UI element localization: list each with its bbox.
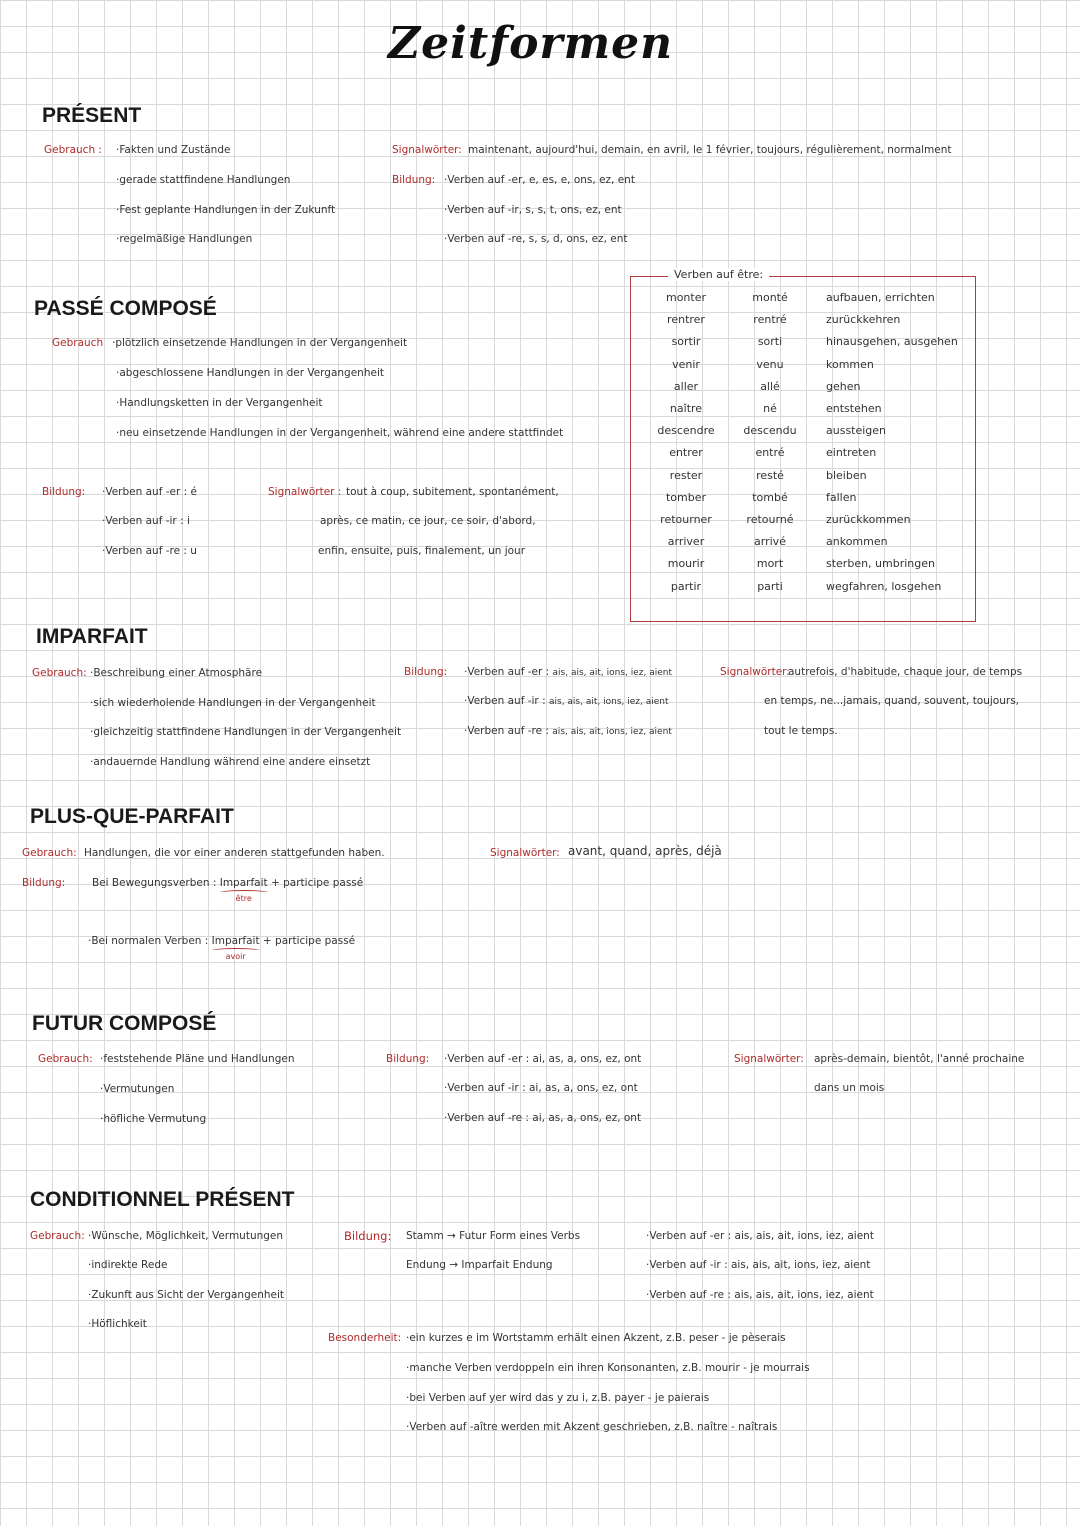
imp-bildung-item: ·Verben auf -ir : ais, ais, ait, ions, iez, aient [464, 695, 669, 707]
fc-signal: dans un mois [814, 1082, 885, 1094]
etre-infinitive: naître [669, 402, 703, 415]
imp-gebrauch-item: ·Beschreibung einer Atmosphäre [90, 667, 263, 679]
pc-bildung-item: ·Verben auf -re : u [102, 545, 197, 557]
cond-gebrauch-item: ·indirekte Rede [88, 1259, 168, 1271]
etre-infinitive: venir [672, 357, 700, 371]
fc-gebrauch-item: ·Vermutungen [100, 1083, 175, 1095]
etre-translation: zurückkehren [826, 313, 901, 327]
pqp-heading: PLUS-QUE-PARFAIT [30, 805, 234, 828]
etre-infinitive: rentrer [667, 313, 705, 327]
etre-infinitive: tomber [665, 490, 707, 504]
fc-bildung-item: ·Verben auf -ir : ai, as, a, ons, ez, ont [444, 1082, 638, 1094]
etre-participle: entré [755, 446, 785, 460]
pc-gebrauch-item: ·abgeschlossene Handlungen in der Vergangenheit [116, 367, 384, 379]
etre-participle: resté [756, 468, 784, 482]
present-heading: PRÉSENT [42, 104, 142, 127]
etre-infinitive: sortir [671, 335, 701, 349]
etre-infinitive: arriver [667, 535, 705, 549]
etre-participle: parti [757, 579, 783, 593]
etre-translation: wegfahren, losgehen [826, 579, 942, 593]
etre-participle: descendu [743, 424, 797, 438]
etre-translation: aussteigen [826, 424, 887, 438]
pc-gebrauch-item: ·plötzlich einsetzende Handlungen in der Vergangenheit [112, 337, 408, 349]
present-bildung-item: ·Verben auf -ir, s, s, t, ons, ez, ent [444, 204, 622, 216]
etre-infinitive: monter [665, 291, 707, 304]
etre-translation: aufbauen, errichten [826, 291, 935, 304]
present-bildung-label: Bildung: [392, 174, 436, 186]
pqp-bewegung: Bei Bewegungsverben : Imparfait être + participe passé [92, 877, 364, 903]
present-gebrauch-label: Gebrauch : [44, 144, 102, 156]
imp-gebrauch-item: ·sich wiederholende Handlungen in der Vergangenheit [90, 697, 376, 709]
etre-participle: tombé [752, 490, 788, 504]
etre-translation: fallen [826, 490, 857, 504]
etre-box-title: Verben auf être: [668, 268, 769, 281]
fc-gebrauch-item: ·höfliche Vermutung [100, 1113, 207, 1125]
cond-besonderheit-item: ·bei Verben auf yer wird das y zu i, z.B. payer - je paierais [406, 1392, 710, 1404]
imparfait-heading: IMPARFAIT [36, 625, 148, 648]
cond-gebrauch-label: Gebrauch: [30, 1230, 85, 1242]
fc-gebrauch-item: ·feststehende Pläne und Handlungen [100, 1053, 295, 1065]
etre-participle: monté [752, 291, 788, 304]
imp-gebrauch-item: ·andauernde Handlung während eine andere einsetzt [90, 756, 371, 768]
futur-heading: FUTUR COMPOSÉ [32, 1012, 217, 1035]
cond-besonderheit-item: ·Verben auf -aître werden mit Akzent geschrieben, z.B. naître - naîtrais [406, 1421, 778, 1433]
etre-infinitive: partir [670, 579, 702, 593]
passe-compose-heading: PASSÉ COMPOSÉ [34, 297, 217, 320]
present-bildung-item: ·Verben auf -re, s, s, d, ons, ez, ent [444, 233, 628, 245]
pc-signal: enfin, ensuite, puis, finalement, un jour [318, 545, 526, 557]
pqp-gebrauch-label: Gebrauch: [22, 847, 77, 859]
pqp-normal: ·Bei normalen Verben : Imparfait avoir + participe passé [88, 935, 356, 961]
pc-signal: tout à coup, subitement, spontanément, [346, 486, 559, 498]
present-signal-label: Signalwörter: [392, 144, 462, 156]
etre-translation: bleiben [826, 468, 867, 482]
etre-translation: gehen [826, 379, 861, 393]
pqp-gebrauch: Handlungen, die vor einer anderen stattgefunden haben. [84, 847, 385, 859]
cond-gebrauch-item: ·Wünsche, Möglichkeit, Vermutungen [88, 1230, 284, 1242]
present-gebrauch-item: ·gerade stattfindene Handlungen [116, 174, 291, 186]
imp-bildung-item: ·Verben auf -re : ais, ais, ait, ions, iez, aient [464, 725, 672, 737]
pqp-signal-label: Signalwörter: [490, 847, 560, 859]
pc-bildung-label: Bildung: [42, 486, 86, 498]
etre-translation: entstehen [826, 402, 882, 415]
etre-translation: zurückkommen [826, 513, 911, 526]
pc-gebrauch-item: ·Handlungsketten in der Vergangenheit [116, 397, 323, 409]
fc-bildung-item: ·Verben auf -er : ai, as, a, ons, ez, ont [444, 1053, 642, 1065]
cond-ending: ·Verben auf -er : ais, ais, ait, ions, iez, aient [646, 1230, 874, 1242]
present-signal: maintenant, aujourd'hui, demain, en avril, le 1 février, toujours, régulièrement, normalment [468, 144, 952, 156]
cond-bildung-item: Stamm → Futur Form eines Verbs [406, 1230, 581, 1242]
cond-besonderheit-label: Besonderheit: [328, 1332, 402, 1344]
imp-signal: tout le temps. [764, 725, 838, 737]
pqp-bildung-label: Bildung: [22, 877, 66, 889]
cond-ending: ·Verben auf -ir : ais, ais, ait, ions, iez, aient [646, 1259, 871, 1271]
cond-bildung-item: Endung → Imparfait Endung [406, 1259, 553, 1271]
imp-bildung-label: Bildung: [404, 666, 448, 678]
pc-gebrauch-item: ·neu einsetzende Handlungen in der Vergangenheit, während eine andere stattfindet [116, 427, 564, 439]
cond-besonderheit-item: ·ein kurzes e im Wortstamm erhält einen Akzent, z.B. peser - je pèserais [406, 1332, 786, 1344]
pc-bildung-item: ·Verben auf -er : é [102, 486, 197, 498]
etre-infinitive: retourner [660, 513, 712, 526]
etre-participle: arrivé [754, 535, 786, 549]
fc-bildung-item: ·Verben auf -re : ai, as, a, ons, ez, ont [444, 1112, 642, 1124]
imp-gebrauch-label: Gebrauch: [32, 667, 87, 679]
cond-besonderheit-item: ·manche Verben verdoppeln ein ihren Konsonanten, z.B. mourir - je mourrais [406, 1362, 810, 1374]
cond-gebrauch-item: ·Zukunft aus Sicht der Vergangenheit [88, 1289, 285, 1301]
etre-infinitive: mourir [667, 557, 705, 571]
pc-gebrauch-label: Gebrauch [52, 337, 104, 349]
cond-bildung-label: Bildung: [344, 1229, 392, 1243]
imparfait-avoir-stack: Imparfait avoir [211, 935, 260, 961]
imp-signal-label: Signalwörter: [720, 666, 790, 678]
etre-translation: hinausgehen, ausgehen [826, 335, 958, 349]
pc-signal: après, ce matin, ce jour, ce soir, d'abord, [320, 515, 536, 527]
etre-participle: allé [760, 379, 780, 393]
etre-translation: kommen [826, 357, 874, 371]
etre-infinitive: rester [669, 468, 703, 482]
etre-infinitive: descendre [657, 424, 715, 438]
imp-signal: en temps, ne...jamais, quand, souvent, toujours, [764, 695, 1020, 707]
etre-infinitive: entrer [669, 446, 703, 460]
conditionnel-heading: CONDITIONNEL PRÉSENT [30, 1188, 295, 1211]
pqp-signal: avant, quand, après, déjà [568, 844, 722, 858]
cond-gebrauch-item: ·Höflichkeit [88, 1318, 147, 1330]
etre-participle: retourné [746, 513, 794, 526]
fc-gebrauch-label: Gebrauch: [38, 1053, 93, 1065]
etre-translation: sterben, umbringen [826, 557, 935, 571]
etre-participle: sorti [757, 335, 783, 349]
imp-signal: autrefois, d'habitude, chaque jour, de temps [788, 666, 1023, 678]
etre-participle: rentré [753, 313, 787, 327]
etre-translation: ankommen [826, 535, 888, 549]
imparfait-etre-stack: Imparfait être [219, 877, 268, 903]
pc-bildung-item: ·Verben auf -ir : i [102, 515, 190, 527]
fc-signal: après-demain, bientôt, l'anné prochaine [814, 1053, 1025, 1065]
etre-translation: eintreten [826, 446, 877, 460]
imp-bildung-item: ·Verben auf -er : ais, ais, ait, ions, iez, aient [464, 666, 673, 678]
etre-infinitive: aller [673, 379, 699, 393]
etre-participle: mort [756, 557, 784, 571]
present-gebrauch-item: ·Fest geplante Handlungen in der Zukunft [116, 204, 336, 216]
pc-signal-label: Signalwörter : [268, 486, 342, 498]
etre-participle: né [763, 402, 777, 415]
fc-signal-label: Signalwörter: [734, 1053, 804, 1065]
present-gebrauch-item: ·Fakten und Zustände [116, 144, 231, 156]
etre-participle: venu [756, 357, 784, 371]
present-gebrauch-item: ·regelmäßige Handlungen [116, 233, 253, 245]
page-title: Zeitformen [388, 18, 674, 69]
cond-ending: ·Verben auf -re : ais, ais, ait, ions, iez, aient [646, 1289, 874, 1301]
fc-bildung-label: Bildung: [386, 1053, 430, 1065]
present-bildung-item: ·Verben auf -er, e, es, e, ons, ez, ent [444, 174, 635, 186]
imp-gebrauch-item: ·gleichzeitig stattfindene Handlungen in der Vergangenheit [90, 726, 402, 738]
